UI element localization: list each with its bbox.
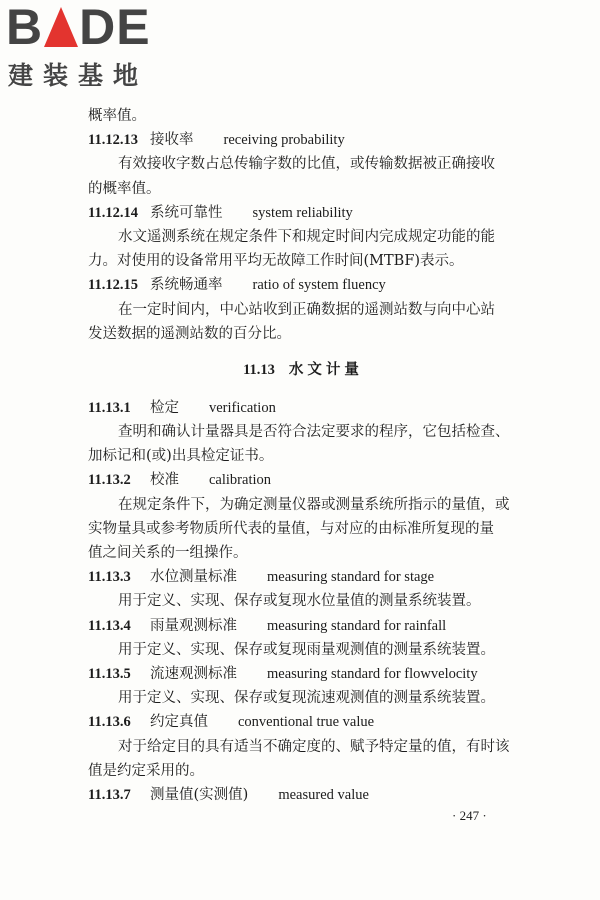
term-number: 11.13.1 xyxy=(88,399,131,416)
term-number: 11.13.6 xyxy=(88,714,131,731)
text-line: 发送数据的遥测站数的百分比。 xyxy=(88,325,291,342)
section-heading xyxy=(88,350,518,390)
term-entry xyxy=(88,468,518,492)
text-line: 值是约定采用的。 xyxy=(88,762,204,779)
paragraph-start-line: 用于定义、实现、保存或复现水位量值的测量系统装置。 xyxy=(118,593,481,610)
term-entry xyxy=(88,710,518,734)
term-number: 11.12.13 xyxy=(88,132,138,149)
text-line: 值之间关系的一组操作。 xyxy=(88,545,248,561)
text-line: 力。对使用的设备常用平均无故障工作时间(MTBF)表示。 xyxy=(88,253,464,270)
term-chinese: 校准 xyxy=(150,472,179,489)
term-chinese: 测量值(实测值) xyxy=(150,786,249,803)
term-entry xyxy=(88,128,518,152)
term-english: verification xyxy=(209,399,276,416)
page-number: · 247 · xyxy=(452,808,487,823)
paragraph-start-line: 有效接收字数占总传输字数的比值，或传输数据被正确接收 xyxy=(118,156,495,173)
term-entry xyxy=(88,273,518,297)
term-english: measuring standard for stage xyxy=(267,569,435,586)
term-english: measured value xyxy=(278,786,369,803)
paragraph-start-line: 在规定条件下，为确定测量仪器或测量系统所指示的量值，或 xyxy=(118,496,510,513)
logo-wordmark xyxy=(6,0,176,55)
section-title: 水文计量 xyxy=(288,360,363,378)
term-chinese: 检定 xyxy=(150,399,179,416)
paragraph-start-line: 查明和确认计量器具是否符合法定要求的程序，它包括检查、 xyxy=(118,424,510,441)
term-chinese: 接收率 xyxy=(150,132,194,149)
term-english: ratio of system fluency xyxy=(252,277,386,294)
text-line: 的概率值。 xyxy=(88,180,161,197)
logo-letters-before: B xyxy=(6,0,44,55)
term-chinese: 流速观测标准 xyxy=(150,665,237,682)
logo-subtitle: 建装基地 xyxy=(8,61,149,90)
term-chinese: 系统可靠性 xyxy=(150,204,223,221)
term-entry xyxy=(88,614,518,638)
term-entry xyxy=(88,783,518,807)
term-number: 11.13.4 xyxy=(88,617,131,634)
term-english: calibration xyxy=(209,472,272,489)
logo-letters-after: DE xyxy=(79,0,151,55)
term-number: 11.13.3 xyxy=(88,569,131,586)
term-chinese: 雨量观测标准 xyxy=(150,617,237,634)
logo-triangle-a-icon xyxy=(44,7,78,47)
term-english: conventional true value xyxy=(238,714,375,731)
term-number: 11.12.15 xyxy=(88,277,138,294)
term-entry xyxy=(88,201,518,225)
paragraph-start-line: 水文遥测系统在规定条件下和规定时间内完成规定功能的能 xyxy=(118,228,495,245)
term-number: 11.12.14 xyxy=(88,204,138,221)
term-number: 11.13.5 xyxy=(88,665,131,682)
term-chinese: 系统畅通率 xyxy=(150,277,223,294)
paragraph-start-line: 用于定义、实现、保存或复现流速观测值的测量系统装置。 xyxy=(118,690,495,707)
text-line: 加标记和(或)出具检定证书。 xyxy=(88,448,274,465)
text-line: 实物量具或参考物质所代表的量值，与对应的由标准所复现的量 xyxy=(88,520,494,537)
term-number: 11.13.2 xyxy=(88,472,131,489)
term-english: system reliability xyxy=(252,204,353,221)
text-line: 概率值。 xyxy=(88,108,146,124)
term-entry xyxy=(88,396,518,420)
term-english: measuring standard for flowvelocity xyxy=(267,665,478,682)
document-body xyxy=(88,104,518,807)
section-number: 11.13 xyxy=(243,361,275,378)
term-number: 11.13.7 xyxy=(88,786,131,803)
paragraph-start-line: 对于给定目的具有适当不确定度的、赋予特定量的值，有时该 xyxy=(118,738,510,755)
term-entry xyxy=(88,662,518,686)
term-chinese: 约定真值 xyxy=(150,714,208,731)
term-entry xyxy=(88,565,518,589)
bade-logo xyxy=(6,2,176,92)
term-chinese: 水位测量标准 xyxy=(150,569,237,586)
paragraph-start-line: 用于定义、实现、保存或复现雨量观测值的测量系统装置。 xyxy=(118,641,495,658)
paragraph-start-line: 在一定时间内，中心站收到正确数据的遥测站数与向中心站 xyxy=(118,301,495,318)
term-english: measuring standard for rainfall xyxy=(267,617,447,634)
term-english: receiving probability xyxy=(223,132,345,149)
